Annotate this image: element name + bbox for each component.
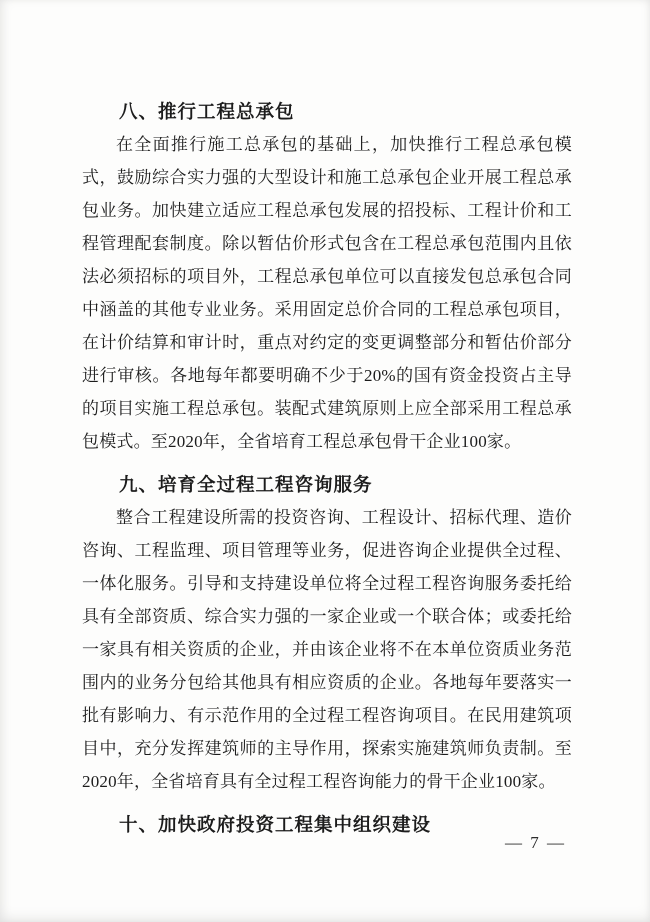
section-10 [82, 808, 572, 841]
text-line: 在计价结算和审计时，重点对约定的变更调整部分和暂估价部分 [82, 333, 572, 352]
text-line: 包模式。至2020年，全省培育工程总承包骨干企业100家。 [82, 432, 522, 451]
text-line: 中涵盖的其他专业业务。采用固定总价合同的工程总承包项目， [82, 300, 572, 319]
text-line: 2020年，全省培育具有全过程工程咨询能力的骨干企业100家。 [82, 772, 556, 791]
section-8-paragraph [82, 128, 572, 458]
text-line: 一体化服务。引导和支持建设单位将全过程工程咨询服务委托给 [82, 574, 572, 593]
text-line: 的项目实施工程总承包。装配式建筑原则上应全部采用工程总承 [82, 399, 572, 418]
text-line: 整合工程建设所需的投资咨询、工程设计、招标代理、造价 [116, 508, 572, 527]
text-line: 进行审核。各地每年都要明确不少于20%的国有资金投资占主导 [82, 366, 572, 385]
text-line: 具有全部资质、综合实力强的一家企业或一个联合体；或委托给 [82, 607, 572, 626]
text-line: 在全面推行施工总承包的基础上，加快推行工程总承包模 [116, 135, 572, 154]
text-line: 围内的业务分包给其他具有相应资质的企业。各地每年要落实一 [82, 673, 572, 692]
section-9-heading: 九、培育全过程工程咨询服务 [119, 474, 373, 495]
page-number: — 7 — [505, 833, 566, 852]
section-10-heading: 十、加快政府投资工程集中组织建设 [119, 814, 432, 835]
section-9-paragraph [82, 501, 572, 798]
text-line: 咨询、工程监理、项目管理等业务，促进咨询企业提供全过程、 [82, 541, 572, 560]
text-line: 批有影响力、有示范作用的全过程工程咨询项目。在民用建筑项 [82, 706, 572, 725]
section-9 [82, 468, 572, 798]
text-line: 法必须招标的项目外，工程总承包单位可以直接发包总承包合同 [82, 267, 572, 286]
text-line: 目中，充分发挥建筑师的主导作用，探索实施建筑师负责制。至 [82, 739, 572, 758]
text-line: 式，鼓励综合实力强的大型设计和施工总承包企业开展工程总承 [82, 168, 572, 187]
text-line: 包业务。加快建立适应工程总承包发展的招投标、工程计价和工 [82, 201, 572, 220]
text-line: 程管理配套制度。除以暂估价形式包含在工程总承包范围内且依 [82, 234, 572, 253]
section-8-heading: 八、推行工程总承包 [119, 101, 295, 122]
section-8 [82, 95, 572, 458]
text-line: 一家具有相关资质的企业，并由该企业将不在本单位资质业务范 [82, 640, 572, 659]
